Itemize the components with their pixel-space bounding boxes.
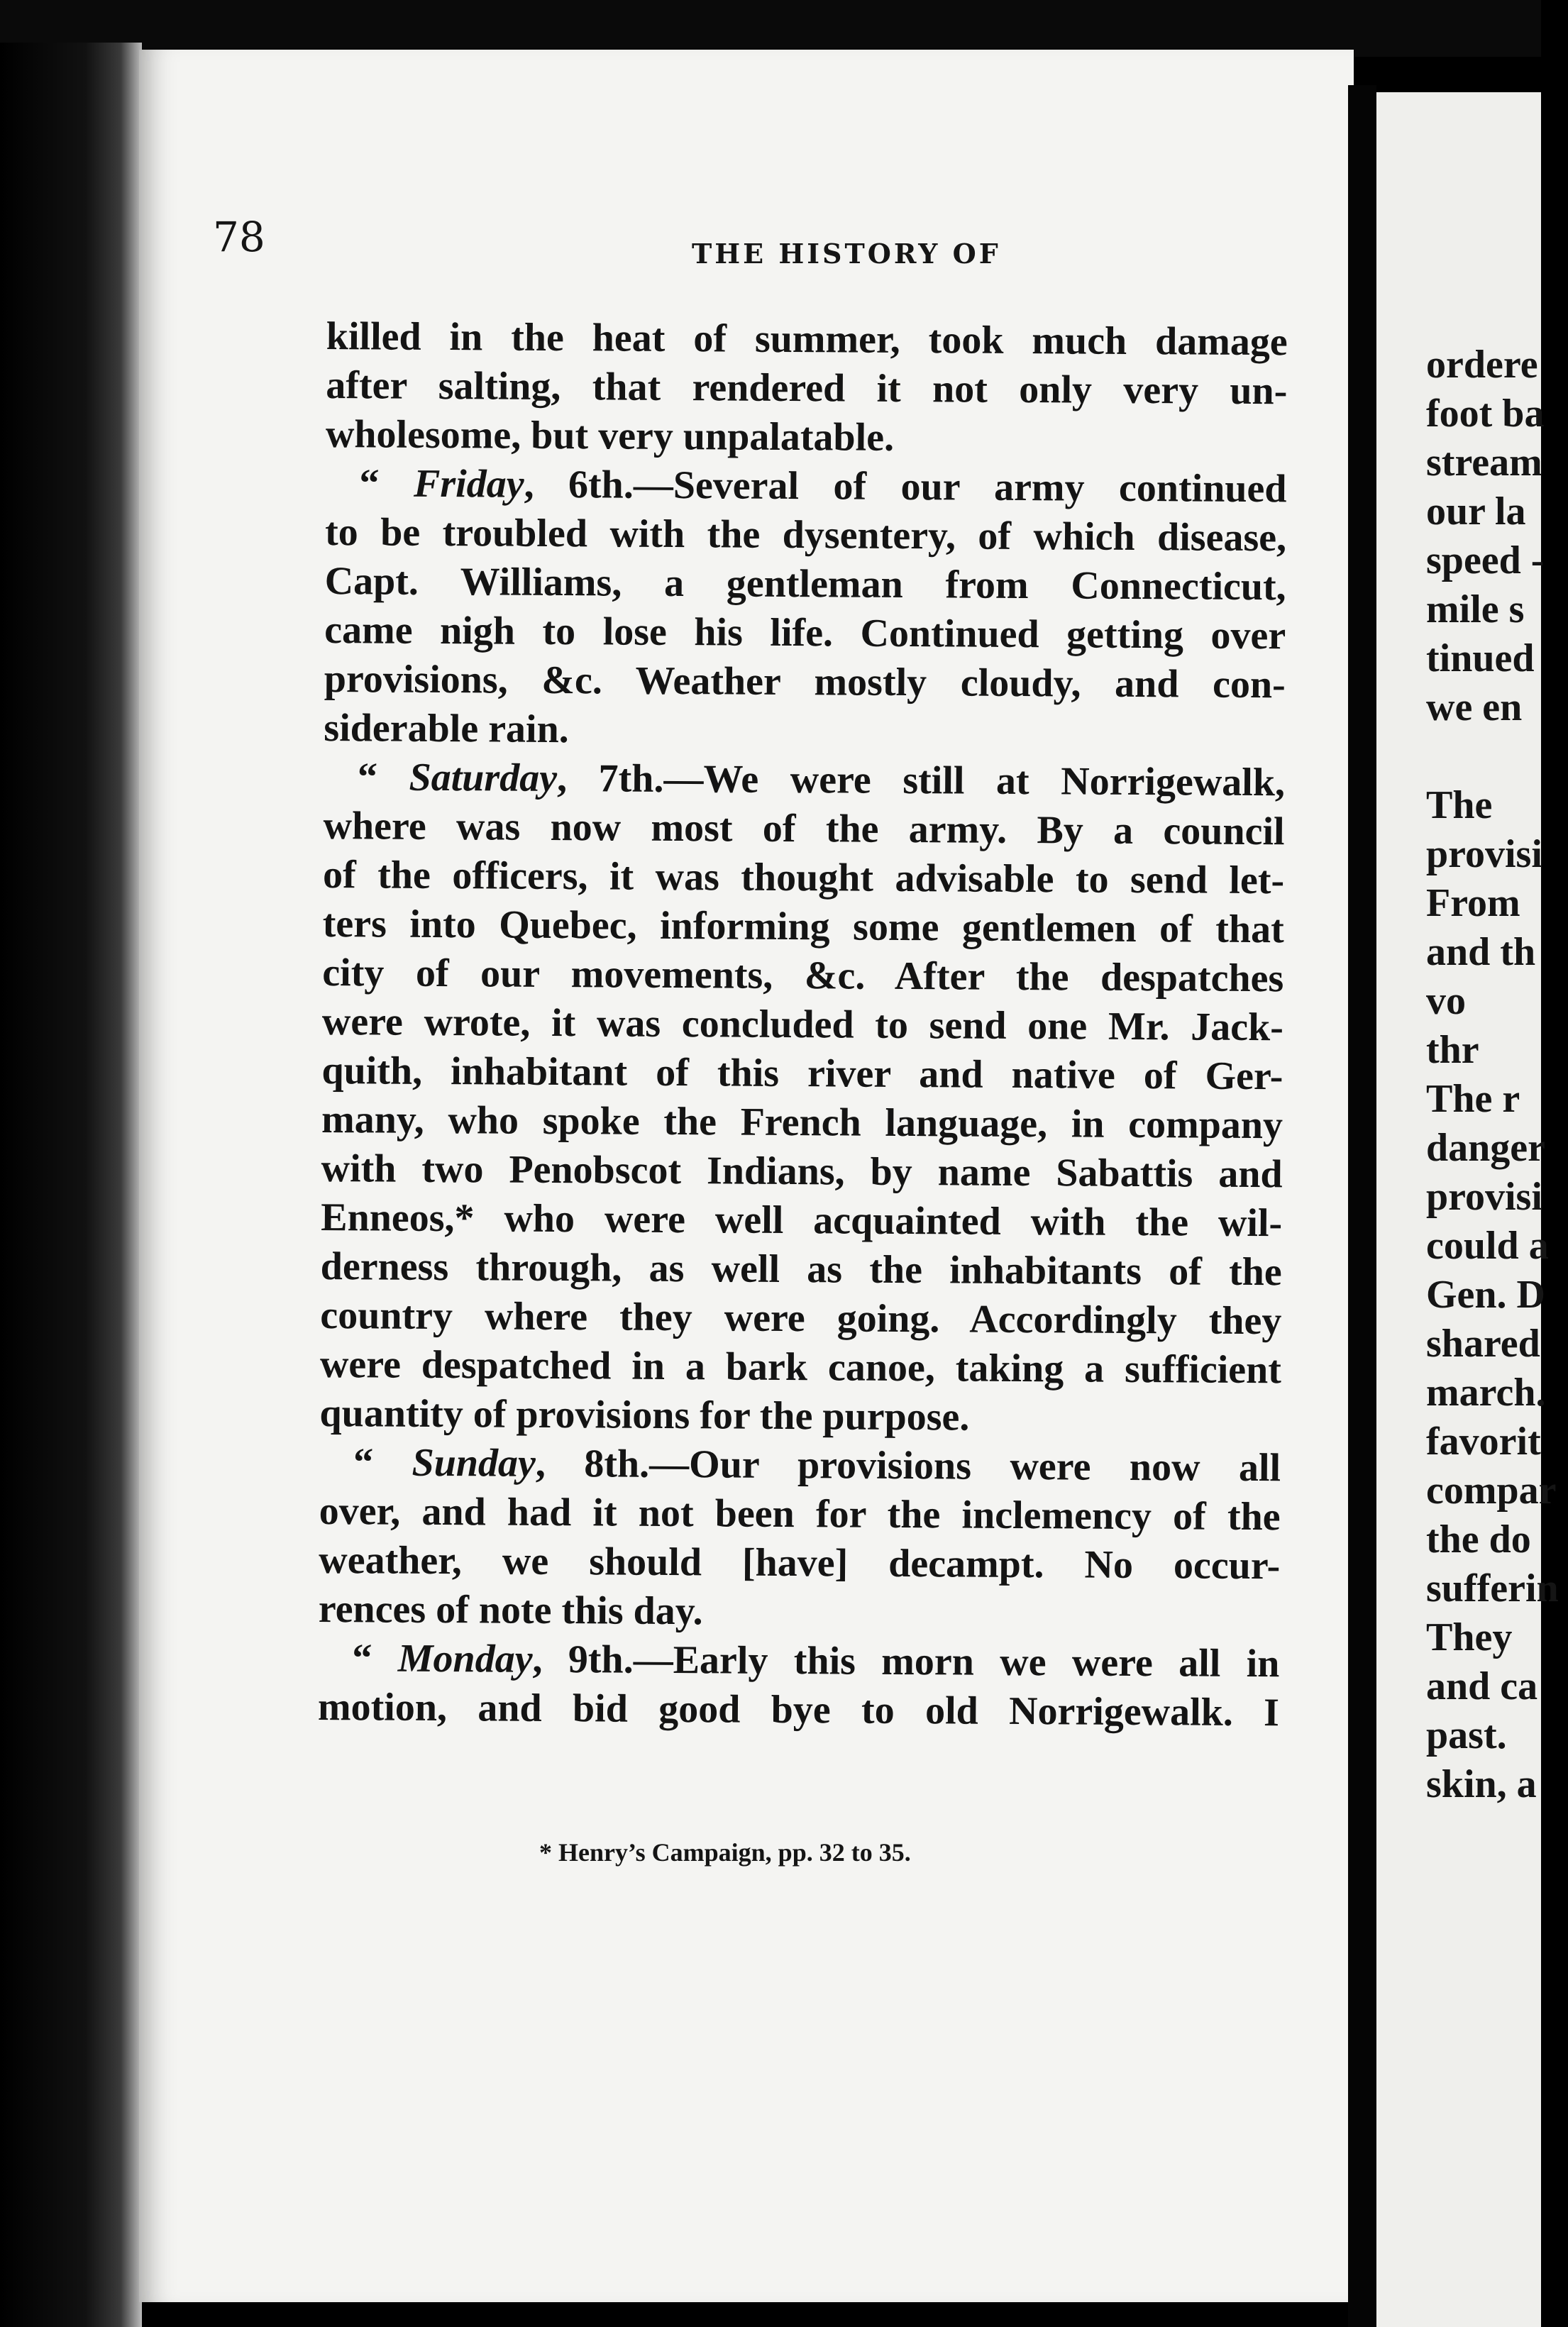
text-line: were wrote, it was concluded to send one Mr. Jack- xyxy=(321,999,1284,1050)
facing-line: compar xyxy=(1426,1469,1557,1513)
facing-line: mile s xyxy=(1426,587,1525,631)
text-line: provisions, &c. Weather mostly cloudy, and con- xyxy=(324,656,1286,707)
open-quote: “ xyxy=(357,755,409,800)
facing-line: skin, a xyxy=(1426,1762,1537,1806)
facing-line xyxy=(1426,732,1568,781)
running-head: THE HISTORY OF xyxy=(692,238,1001,270)
text-line: many, who spoke the French language, in company xyxy=(321,1097,1283,1148)
facing-line: The r xyxy=(1426,1077,1520,1121)
facing-line: march. xyxy=(1426,1371,1546,1415)
text-line: Enneos,* who were well acquainted with the wil- xyxy=(321,1195,1283,1246)
book-edge-left xyxy=(0,43,142,2327)
facing-line: From xyxy=(1426,881,1520,925)
facing-line: past. xyxy=(1426,1713,1507,1757)
text-line: , 8th.—Our provisions were now all xyxy=(535,1441,1281,1491)
facing-line: and th xyxy=(1426,930,1536,974)
text-line: came nigh to lose his life. Continued getting over xyxy=(324,607,1286,658)
facing-page-text xyxy=(1426,341,1568,1809)
text-line: after salting, that rendered it not only very un- xyxy=(326,363,1288,414)
text-line: rences of note this day. xyxy=(318,1586,703,1634)
footnote: * Henry’s Campaign, pp. 32 to 35. xyxy=(539,1838,911,1867)
facing-line: favorit xyxy=(1426,1420,1541,1464)
text-line: over, and had it not been for the inclemency of the xyxy=(319,1488,1281,1540)
facing-line: we en xyxy=(1426,685,1523,729)
entry-monday xyxy=(318,1634,1279,1688)
text-line: city of our movements, &c. After the despatches xyxy=(322,950,1284,1001)
text-line: wholesome, but very unpalatable. xyxy=(325,411,895,460)
entry-day: Friday xyxy=(413,461,524,507)
book-gutter xyxy=(1348,85,1376,2327)
facing-line: and ca xyxy=(1426,1664,1538,1708)
facing-line: vo xyxy=(1426,979,1466,1023)
entry-friday xyxy=(325,459,1286,514)
text-line: derness through, as well as the inhabitants of the xyxy=(320,1244,1282,1295)
facing-line: speed - xyxy=(1426,538,1545,582)
facing-line: The xyxy=(1426,783,1493,827)
facing-line: provisi xyxy=(1426,832,1542,876)
facing-line: our la xyxy=(1426,490,1526,534)
facing-line: danger xyxy=(1426,1126,1545,1170)
page-number: 78 xyxy=(213,213,265,261)
facing-line: ordere xyxy=(1426,343,1538,387)
facing-line: provisi xyxy=(1426,1175,1542,1219)
text-line: were despatched in a bark canoe, taking a sufficient xyxy=(319,1342,1282,1393)
entry-sunday xyxy=(319,1438,1281,1493)
text-line: to be troubled with the dysentery, of which disease, xyxy=(324,509,1287,560)
text-line: motion, and bid good bye to old Norrigewalk. I xyxy=(317,1684,1280,1735)
facing-line: shared xyxy=(1426,1322,1540,1366)
facing-line: the do xyxy=(1426,1518,1531,1562)
entry-day: Saturday xyxy=(409,755,558,800)
text-line: Capt. Williams, a gentleman from Connecticut, xyxy=(324,558,1286,609)
entry-day: Monday xyxy=(397,1636,533,1681)
facing-line: could a xyxy=(1426,1224,1549,1268)
scan-border-top xyxy=(0,0,1541,57)
text-line: of the officers, it was thought advisable to send let- xyxy=(322,852,1285,903)
facing-line: stream xyxy=(1426,441,1542,485)
text-line: quantity of provisions for the purpose. xyxy=(319,1391,970,1439)
open-quote: “ xyxy=(359,461,414,506)
facing-line: sufferin xyxy=(1426,1566,1559,1610)
facing-line: Gen. D xyxy=(1426,1273,1545,1317)
text-line: , 9th.—Early this morn we were all in xyxy=(532,1637,1280,1686)
open-quote: “ xyxy=(352,1636,398,1681)
text-line: siderable rain. xyxy=(324,705,569,752)
open-quote: “ xyxy=(353,1440,412,1485)
text-line: ters into Quebec, informing some gentlemen of that xyxy=(322,901,1284,952)
text-line: with two Penobscot Indians, by name Sabattis and xyxy=(321,1146,1283,1197)
body-text xyxy=(318,312,1288,1737)
entry-saturday xyxy=(324,753,1285,807)
text-line: , 7th.—We were still at Norrigewalk, xyxy=(556,756,1286,805)
entry-day: Sunday xyxy=(412,1440,536,1486)
text-line: where was now most of the army. By a council xyxy=(323,803,1285,854)
facing-line: thr xyxy=(1426,1028,1479,1072)
text-line: killed in the heat of summer, took much damage xyxy=(326,314,1288,365)
facing-line: tinued xyxy=(1426,636,1535,680)
text-line: weather, we should [have] decampt. No occur- xyxy=(319,1537,1281,1588)
facing-line: They xyxy=(1426,1615,1513,1659)
facing-line: foot ba xyxy=(1426,392,1545,436)
text-line: country where they were going. Accordingly they xyxy=(320,1293,1282,1344)
text-line: quith, inhabitant of this river and native of Ger- xyxy=(321,1048,1283,1099)
text-line: , 6th.—Several of our army continued xyxy=(524,462,1287,512)
